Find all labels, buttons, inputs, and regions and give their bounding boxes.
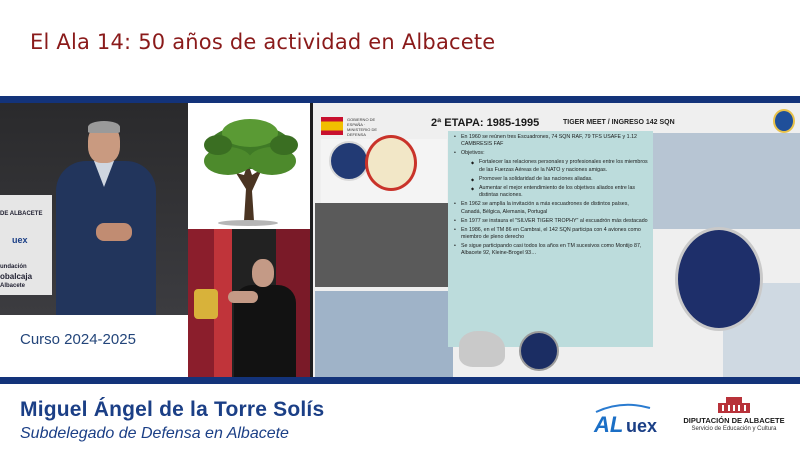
backdrop-text: undación xyxy=(0,264,27,270)
flag-emblem xyxy=(194,289,218,319)
slide-bullet: • En 1977 se instaura el "SILVER TIGER TROPHY" al escuadrón más destacado xyxy=(453,218,648,225)
backdrop-text: Albacete xyxy=(0,283,26,289)
tree-image xyxy=(188,103,310,229)
slide-sub-bullet: ◆ Aumentar el mejor entendimiento de los objetivos aliados entre las distintas naciones. xyxy=(453,185,648,200)
course-label: Curso 2024-2025 xyxy=(0,315,188,377)
building-icon xyxy=(716,395,752,415)
spain-flag-icon xyxy=(321,117,343,135)
presenter-name: Miguel Ángel de la Torre Solís xyxy=(20,398,325,421)
presentation-slide xyxy=(313,103,800,377)
slide-text-box xyxy=(448,131,653,347)
backdrop-text: uex xyxy=(12,235,28,245)
slide-subtitle: TIGER MEET / INGRESO 142 SQN xyxy=(563,119,675,126)
slide-title: 2ª ETAPA: 1985-1995 xyxy=(431,117,540,129)
slide-bullet: • En 1960 se reúnen tres Escuadrones, 74 SQN RAF, 79 TFS USAFE y 1.12 CAMBRESIS FAF xyxy=(453,134,648,149)
slide-sub-bullet: ◆ Fortalecer las relaciones personales y profesionales entre los miembros de las Fuerzas Aéreas de la NATO y naciones amigas. xyxy=(453,159,648,174)
slide-sub-bullet: ◆ Promover la solidaridad de las naciones aliadas. xyxy=(453,176,648,183)
bottom-divider-band xyxy=(0,377,800,384)
sign-interpreter-feed xyxy=(188,229,310,377)
video-stage xyxy=(0,103,800,377)
airshow-photo xyxy=(315,291,453,377)
aircraft-crew-photo xyxy=(653,133,800,229)
presenter-role: Subdelegado de Defensa en Albacete xyxy=(20,425,289,442)
interpreter-head xyxy=(252,259,274,287)
diputacion-name: DIPUTACIÓN DE ALBACETE xyxy=(683,416,785,425)
speaker-hair xyxy=(88,121,120,133)
tiger-sculpture-image xyxy=(459,331,505,367)
group-photo xyxy=(315,203,449,287)
slide-bullet: • En 1986, en el TM 86 en Cambrai, el 142 SQN participa con 4 aviones como miembro de pleno derecho xyxy=(453,227,648,242)
tiger-meet-patch-icon xyxy=(365,135,417,191)
page-title: El Ala 14: 50 años de actividad en Albacete xyxy=(30,30,496,54)
top-divider-band xyxy=(0,96,800,103)
aluex-logo-icon xyxy=(592,398,666,438)
svg-text:AL: AL xyxy=(594,412,624,437)
interpreter-hands xyxy=(228,291,258,303)
tree-icon xyxy=(188,103,310,229)
backdrop-text: obalcaja xyxy=(0,272,33,281)
diputacion-subtitle: Servicio de Educación y Cultura xyxy=(691,426,777,432)
squadron-badge-icon xyxy=(773,109,795,133)
diputacion-logo xyxy=(676,395,792,443)
ministry-logo-text: GOBIERNO DE ESPAÑA · MINISTERIO DE DEFENSA xyxy=(347,117,378,137)
aluex-logo xyxy=(592,398,666,438)
slide-bullet: • En 1962 se amplía la invitación a más escuadrones de distintos países, Canadá, Bélgica, Alemania, Portugal xyxy=(453,201,648,216)
tiger-meet-92-patch-icon xyxy=(675,227,763,331)
svg-text:uex: uex xyxy=(626,416,658,436)
slide-bullet: • Objetivos: xyxy=(453,150,648,157)
slide-bullet: • Se sigue participando casi todos los años en TM sucesivos como Montijo 87, Albacete 92, Kleine-Brogel 93… xyxy=(453,243,648,258)
nato-tiger-patch-icon xyxy=(329,141,369,181)
nato-patch-icon xyxy=(519,331,559,371)
backdrop-text: DE ALBACETE xyxy=(0,211,43,217)
speaker-hands xyxy=(96,223,132,241)
speaker-video-feed xyxy=(0,103,188,315)
